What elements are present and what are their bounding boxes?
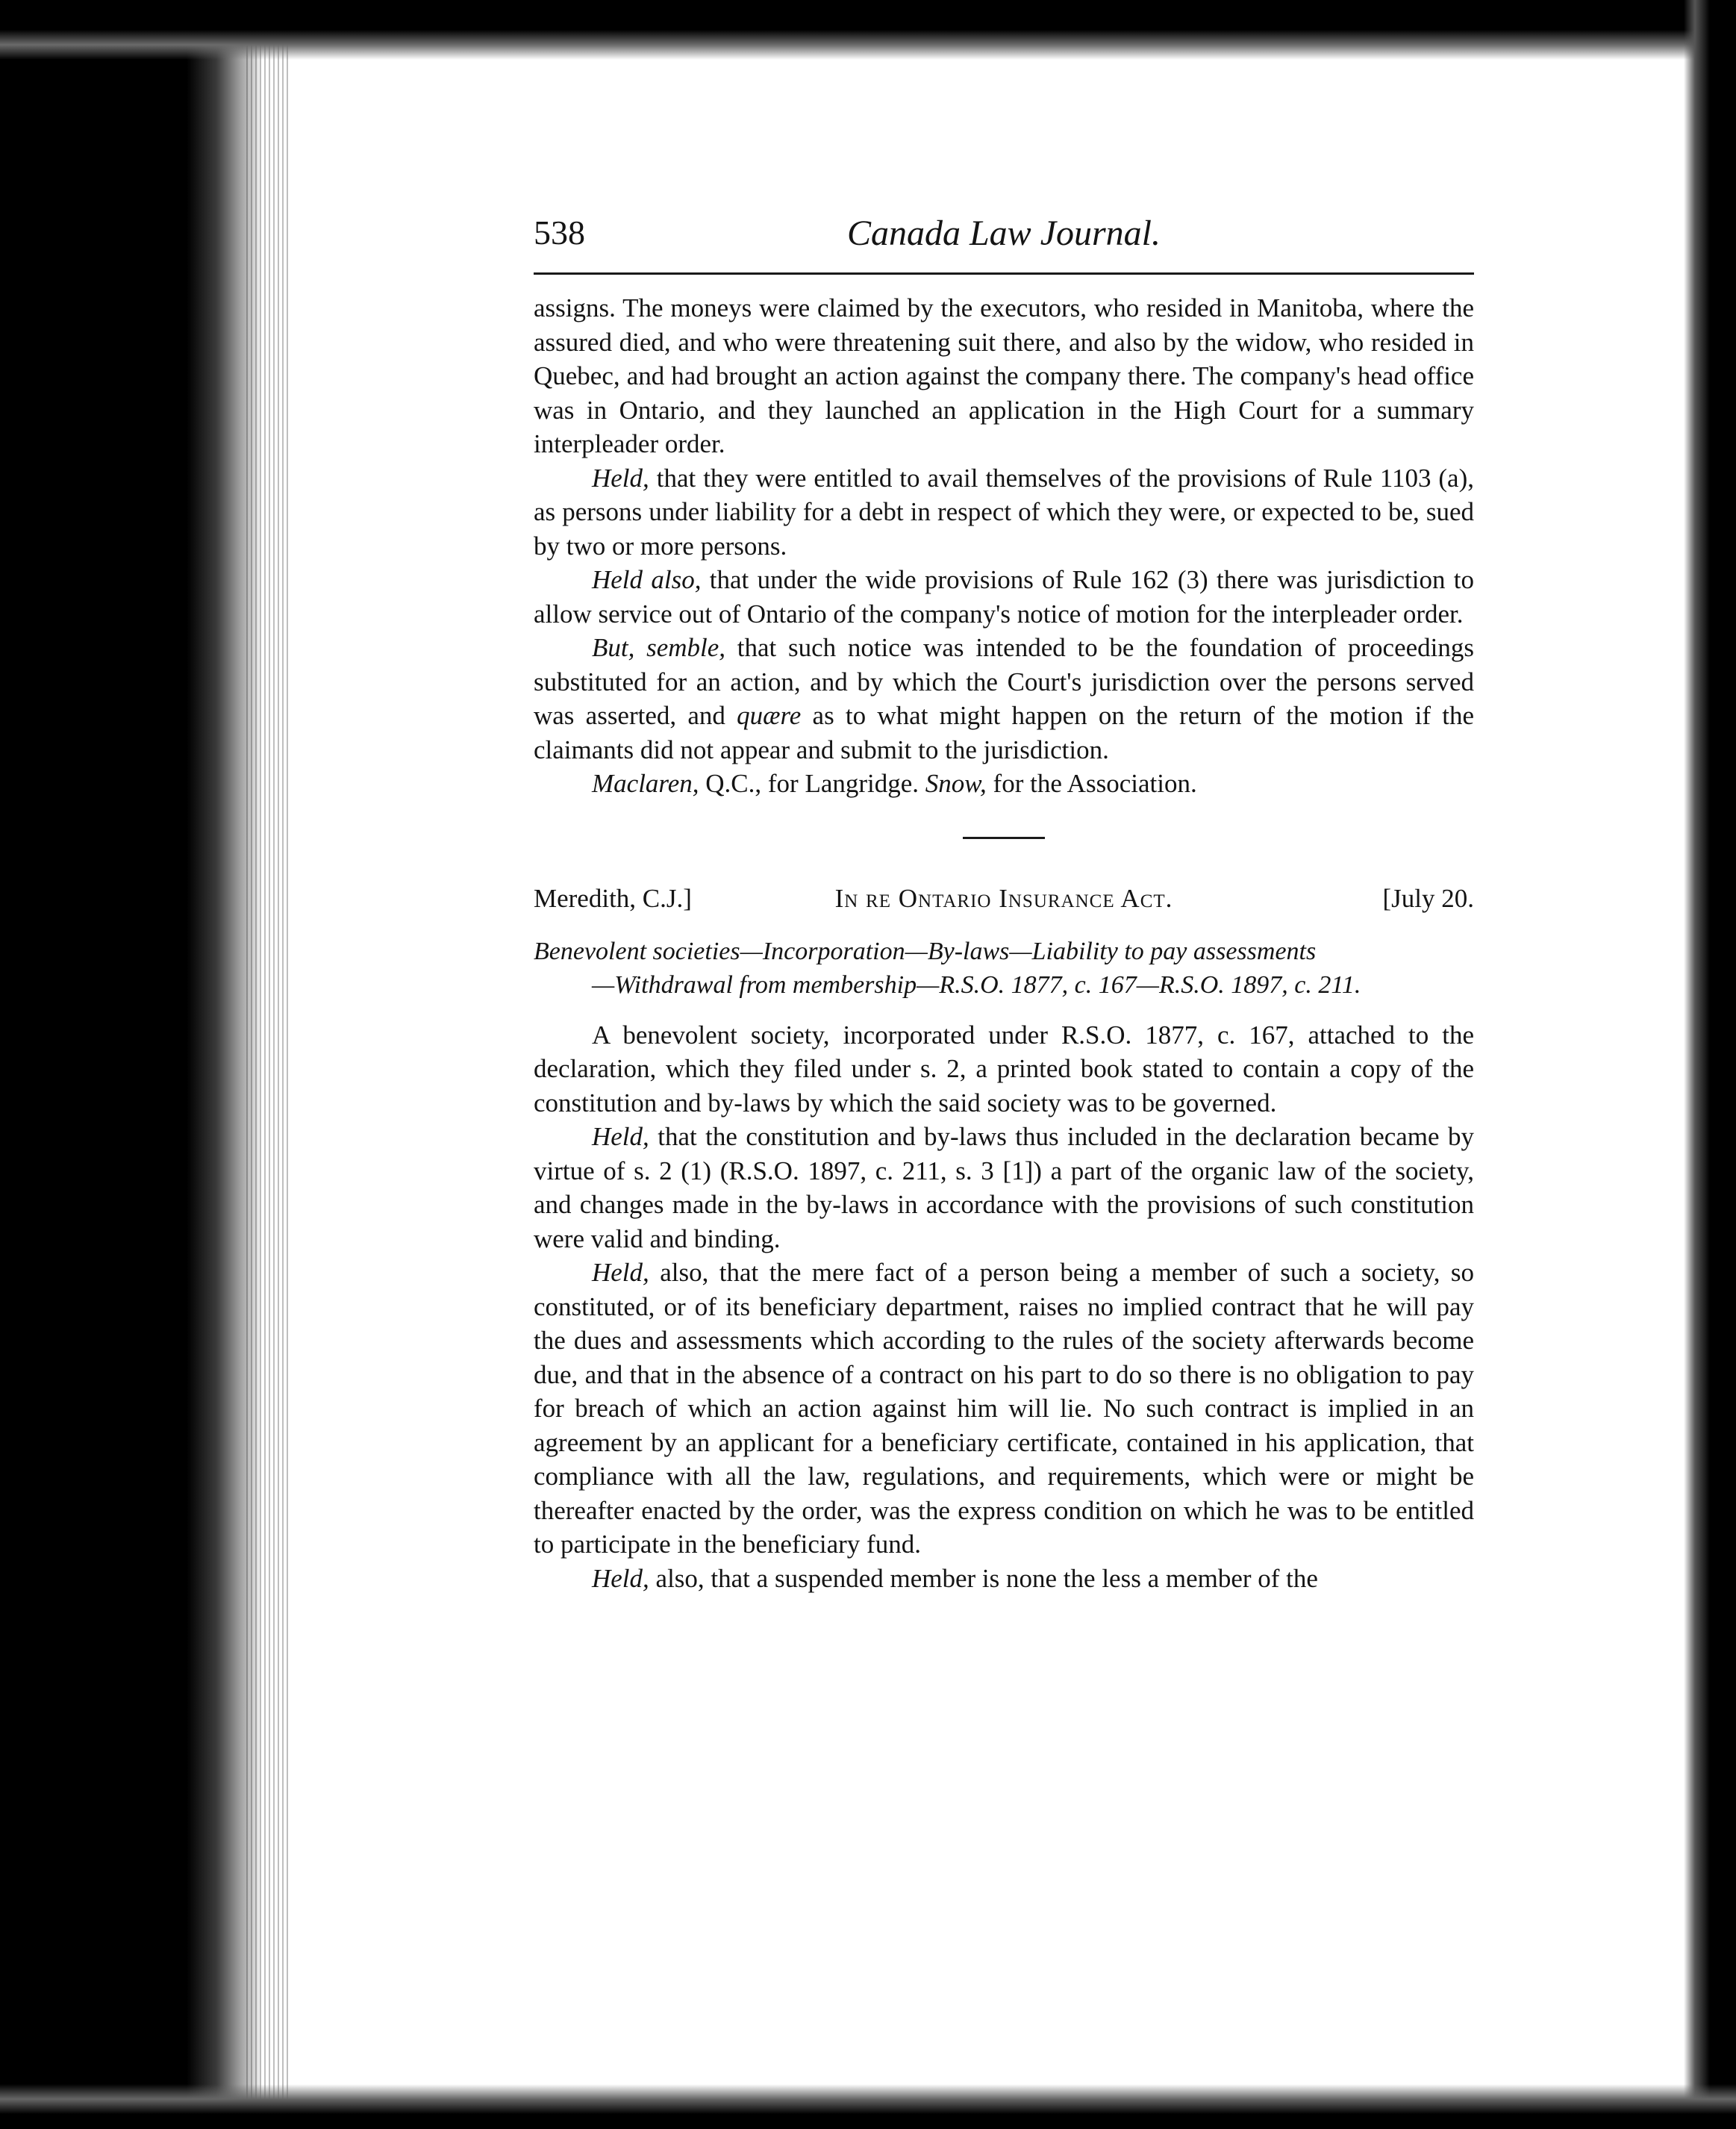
case-two-p4-text: also, that a suspended member is none the less a member of the [649, 1563, 1318, 1593]
case-two-paragraph-3 [534, 1256, 1474, 1562]
counsel-b-text: for the Association. [986, 769, 1197, 798]
held-also-lead: Held also, [592, 565, 702, 594]
held-lead: Held, [592, 463, 649, 493]
held-lead: Held, [592, 1258, 649, 1287]
case-two-paragraph-2 [534, 1120, 1474, 1256]
catchwords-line-2: —Withdrawal from membership—R.S.O. 1877, c. 167—R.S.O. 1897, c. 211. [592, 970, 1361, 999]
catchwords-line-1: Benevolent societies—Incorporation—By-laws—Liability to pay assessments [534, 937, 1317, 965]
case-two-text [534, 1018, 1474, 1596]
held-lead: Held, [592, 1122, 649, 1151]
case-one-paragraph-3 [534, 563, 1474, 631]
held-lead: Held, [592, 1563, 649, 1593]
case-two-paragraph-4 [534, 1562, 1474, 1596]
case-one-p4-text-a: that such notice was intended to be the foundation of proceedings substituted for an action, and by which the Court's jurisdiction over the persons served was asserted, and [534, 633, 1474, 730]
case-two-paragraph-1 [534, 1018, 1474, 1120]
journal-title: Canada Law Journal. [846, 213, 1161, 253]
case-two-heading [534, 884, 1474, 929]
scan-border-top [0, 0, 1736, 60]
case-one-p2-text: that they were entitled to avail themselves of the provisions of Rule 1103 (a), as persons under liability for a debt in respect of which they were, or expected to be, sued by two or more persons. [534, 463, 1474, 561]
case-title: In re Ontario Insurance Act. [834, 883, 1173, 913]
case-two-p2-text: that the constitution and by-laws thus included in the declaration became by virtue of s. 2 (1) (R.S.O. 1897, c. 211, s. 3 [1]) a part of the organic law of the society, and changes made in the by-laws in accordance with the provisions of such constitution were valid and binding. [534, 1122, 1474, 1253]
case-one-paragraph-4 [534, 631, 1474, 767]
case-one-p4-text-b: as to what might happen on the return of the motion if the claimants did not appear and submit to the jurisdiction. [534, 701, 1474, 764]
section-divider [963, 837, 1045, 839]
scan-border-right [1684, 0, 1736, 2129]
case-one-text [534, 291, 1474, 801]
counsel-a-name: Maclaren, [592, 769, 699, 798]
journal-page [534, 213, 1474, 1595]
scan-border-left [0, 0, 261, 2129]
counsel-line [534, 767, 1474, 801]
running-head [534, 213, 1474, 275]
case-two-p1-text: A benevolent society, incorporated under R.S.O. 1877, c. 167, attached to the declaration, which they filed under s. 2, a printed book stated to contain a copy of the constitution and by-laws by which the said society was to be governed. [534, 1020, 1474, 1118]
catchwords [534, 935, 1474, 1002]
case-one-p3-text: that under the wide provisions of Rule 162 (3) there was jurisdiction to allow service out of Ontario of the company's notice of motion for the interpleader order. [534, 565, 1474, 629]
page-number: 538 [534, 213, 585, 252]
case-one-paragraph-2 [534, 461, 1474, 564]
scan-border-bottom [0, 2084, 1736, 2129]
quaere-word: quære [737, 701, 802, 730]
case-two-p3-text: also, that the mere fact of a person being a member of such a society, so constituted, or of its beneficiary department, raises no implied contract that he will pay the dues and assessments which according to the rules of the society afterwards become due, and that in the absence of a contract on his part to do so there is no obligation to pay for breach of which an action against him will lie. No such contract is implied in an agreement by an applicant for a beneficiary certificate, contained in his application, that compliance with all the law, regulations, and requirements, which were or might be thereafter enacted by the order, was the express condition on which he was to be entitled to participate in the beneficiary fund. [534, 1258, 1474, 1559]
counsel-a-text: Q.C., for Langridge. [699, 769, 925, 798]
case-one-p1-text: assigns. The moneys were claimed by the executors, who resided in Manitoba, where the assured died, and who were threatening suit there, and also by the widow, who resided in Quebec, and had brought an action against the company there. The company's head office was in Ontario, and they launched an application in the High Court for a summary interpleader order. [534, 293, 1474, 458]
case-judge: Meredith, C.J.] [534, 883, 692, 913]
case-one-paragraph-1 [534, 291, 1474, 461]
counsel-b-name: Snow, [925, 769, 987, 798]
but-semble-lead: But, semble, [592, 633, 726, 662]
case-date: [July 20. [1382, 883, 1474, 913]
